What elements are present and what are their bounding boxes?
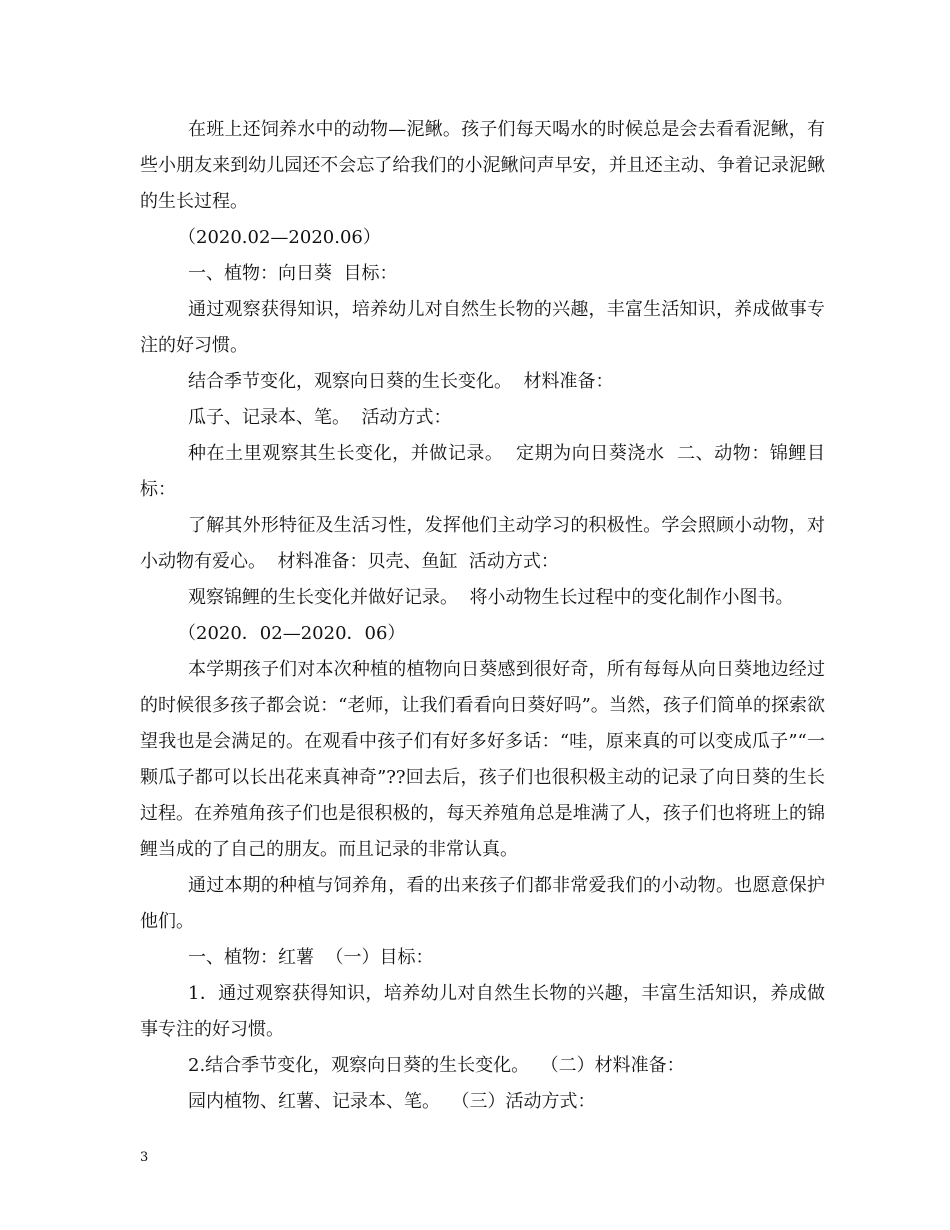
paragraph-conclusion: 通过本期的种植与饲养角，看的出来孩子们都非常爱我们的小动物。也愿意保护他们。 <box>140 875 825 932</box>
paragraph-goal-1: 通过观察获得知识，培养幼儿对自然生长物的兴趣，丰富生活知识，养成做事专注的好习惯。 <box>140 299 825 356</box>
paragraph-koi-goal: 了解其外形特征及生活习性，发挥他们主动学习的积极性。学会照顾小动物，对小动物有爱心。 材料准备：贝壳、鱼缸 活动方式： <box>140 515 825 572</box>
paragraph-koi-observe: 观察锦鲤的生长变化并做好记录。 将小动物生长过程中的变化制作小图书。 <box>188 587 794 608</box>
paragraph-materials-1: 瓜子、记录本、笔。 活动方式： <box>188 407 452 428</box>
paragraph-summary: 本学期孩子们对本次种植的植物向日葵感到很好奇，所有每每从向日葵地边经过的时候很多孩子都会说：“老师，让我们看看向日葵好吗”。当然，孩子们简单的探索欲望我也是会满足的。在观看中孩子们有好多好多话：“哇，原来真的可以变成瓜子”“一颗瓜子都可以长出花来真神奇”??回去后，孩子们也很积极主动的记录了向日葵的生长过程。在养殖角孩子们也是很积极的，每天养殖角总是堆满了人，孩子们也将班上的锦鲤当成的了自己的朋友。而且记录的非常认真。 <box>140 659 825 860</box>
paragraph-materials-2: 园内植物、红薯、记录本、笔。 （三）活动方式： <box>188 1091 596 1112</box>
date-range-2: （2020．02—2020．06） <box>178 623 406 644</box>
page-number: 3 <box>140 1150 149 1165</box>
paragraph-loach: 在班上还饲养水中的动物—泥鳅。孩子们每天喝水的时候总是会去看看泥鳅，有些小朋友来到幼儿园还不会忘了给我们的小泥鳅问声早安，并且还主动、争着记录泥鳅的生长过程。 <box>140 119 825 212</box>
paragraph-goal-item-2: 2.结合季节变化，观察向日葵的生长变化。 （二）材料准备： <box>188 1055 685 1076</box>
document-body <box>140 112 825 1120</box>
heading-sweet-potato: 一、植物：红薯 （一）目标： <box>188 947 434 968</box>
paragraph-goal-item-1: 1．通过观察获得知识，培养幼儿对自然生长物的兴趣，丰富生活知识，养成做事专注的好习惯。 <box>140 983 825 1040</box>
heading-sunflower: 一、植物：向日葵 目标： <box>188 263 398 284</box>
date-range-1: （2020.02—2020.06） <box>178 227 381 248</box>
paragraph-planting: 种在土里观察其生长变化，并做记录。 定期为向日葵浇水 二、动物：锦鲤目标： <box>140 443 825 500</box>
paragraph-season: 结合季节变化，观察向日葵的生长变化。 材料准备： <box>188 371 614 392</box>
